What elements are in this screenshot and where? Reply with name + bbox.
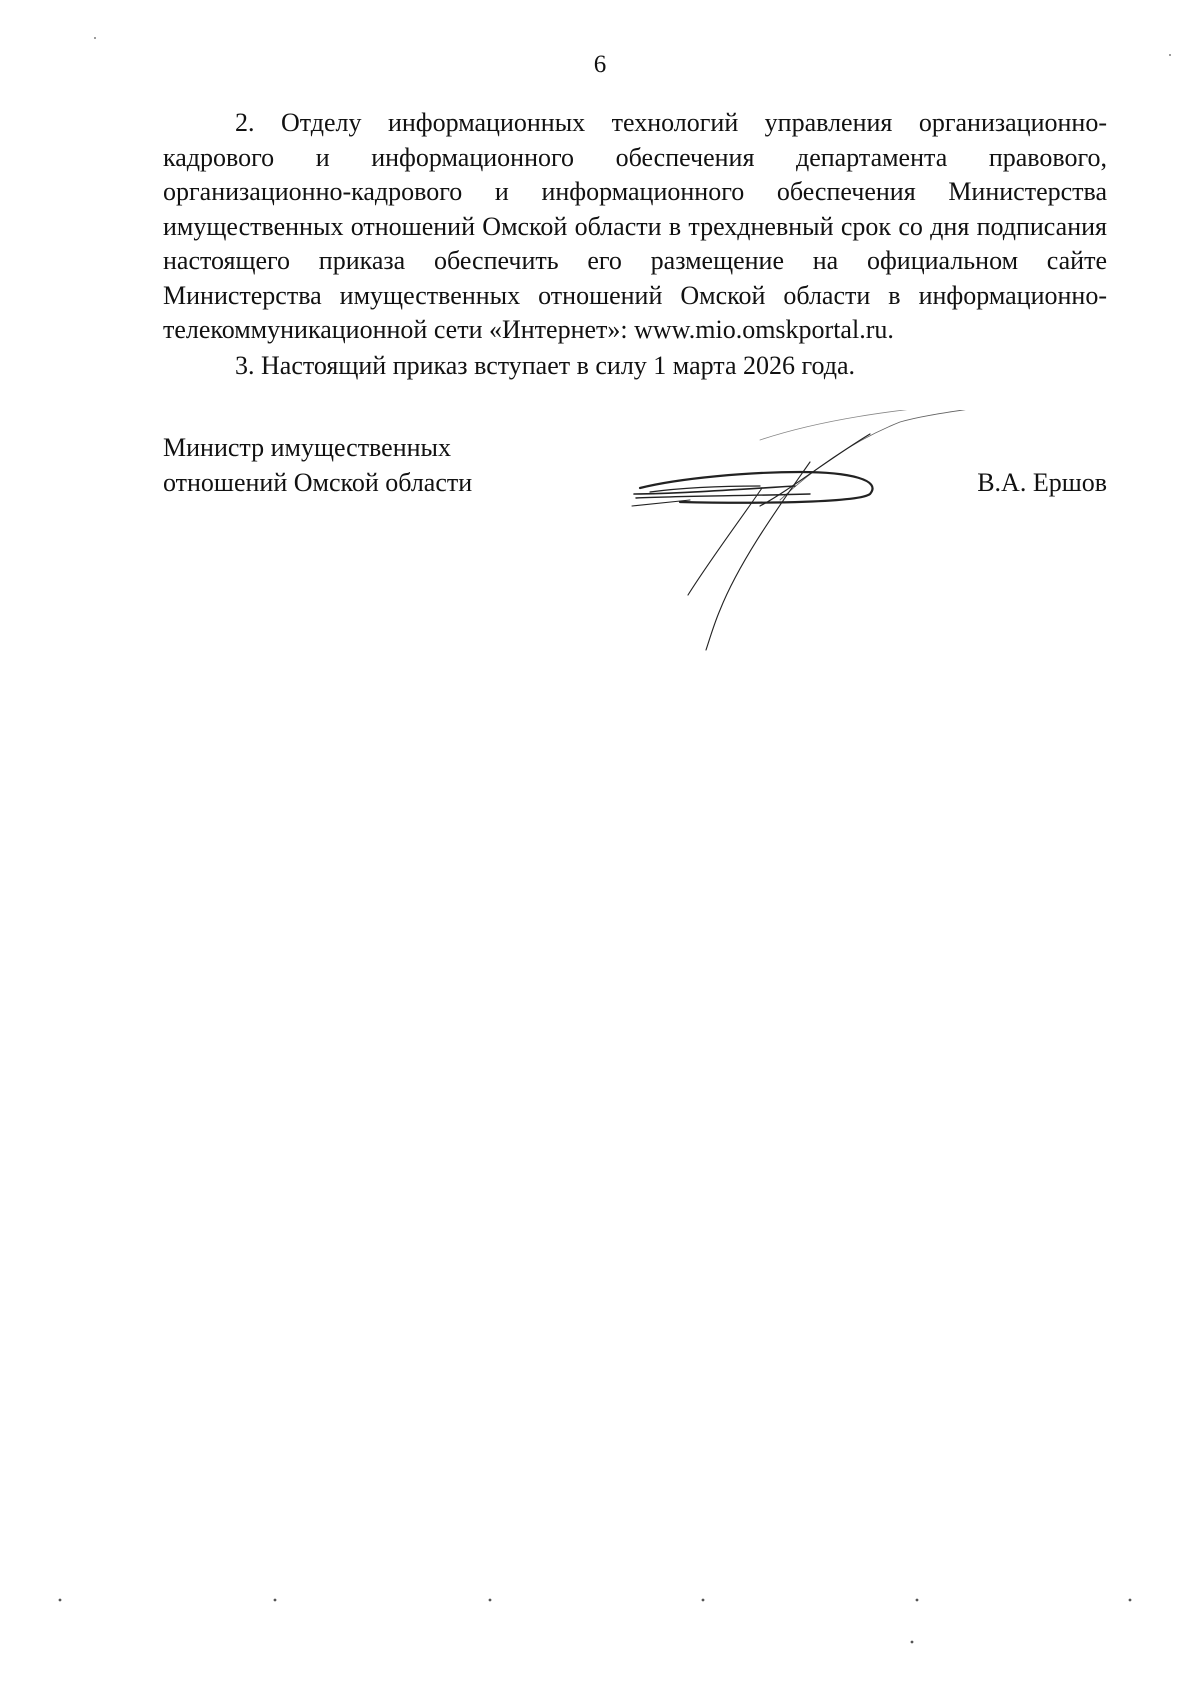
signatory-name: В.А. Ершов bbox=[977, 467, 1107, 497]
signatory-title bbox=[163, 431, 583, 500]
paragraph-2: 2. Отделу информационных технологий управления организационно-кадрового и информационного обеспечения департамента правового, организационно-кадрового и информационного обеспечения Министерства имущественных отношений Омской области в трехдневный срок со дня подписания настоящего приказа обеспечить его размещение на официальном сайте Министерства имущественных отношений Омской области в информационно-телекоммуникационной сети «Интернет»: www.mio.omskportal.ru. bbox=[163, 108, 1107, 344]
signatory-title-line-2: отношений Омской области bbox=[163, 467, 473, 497]
document-body bbox=[163, 106, 1107, 383]
page-number: 6 bbox=[593, 51, 607, 78]
handwritten-signature bbox=[620, 410, 1000, 660]
signatory-title-line-1: Министр имущественных bbox=[163, 433, 452, 462]
paragraph-3: 3. Настоящий приказ вступает в силу 1 марта 2026 года. bbox=[235, 350, 856, 380]
